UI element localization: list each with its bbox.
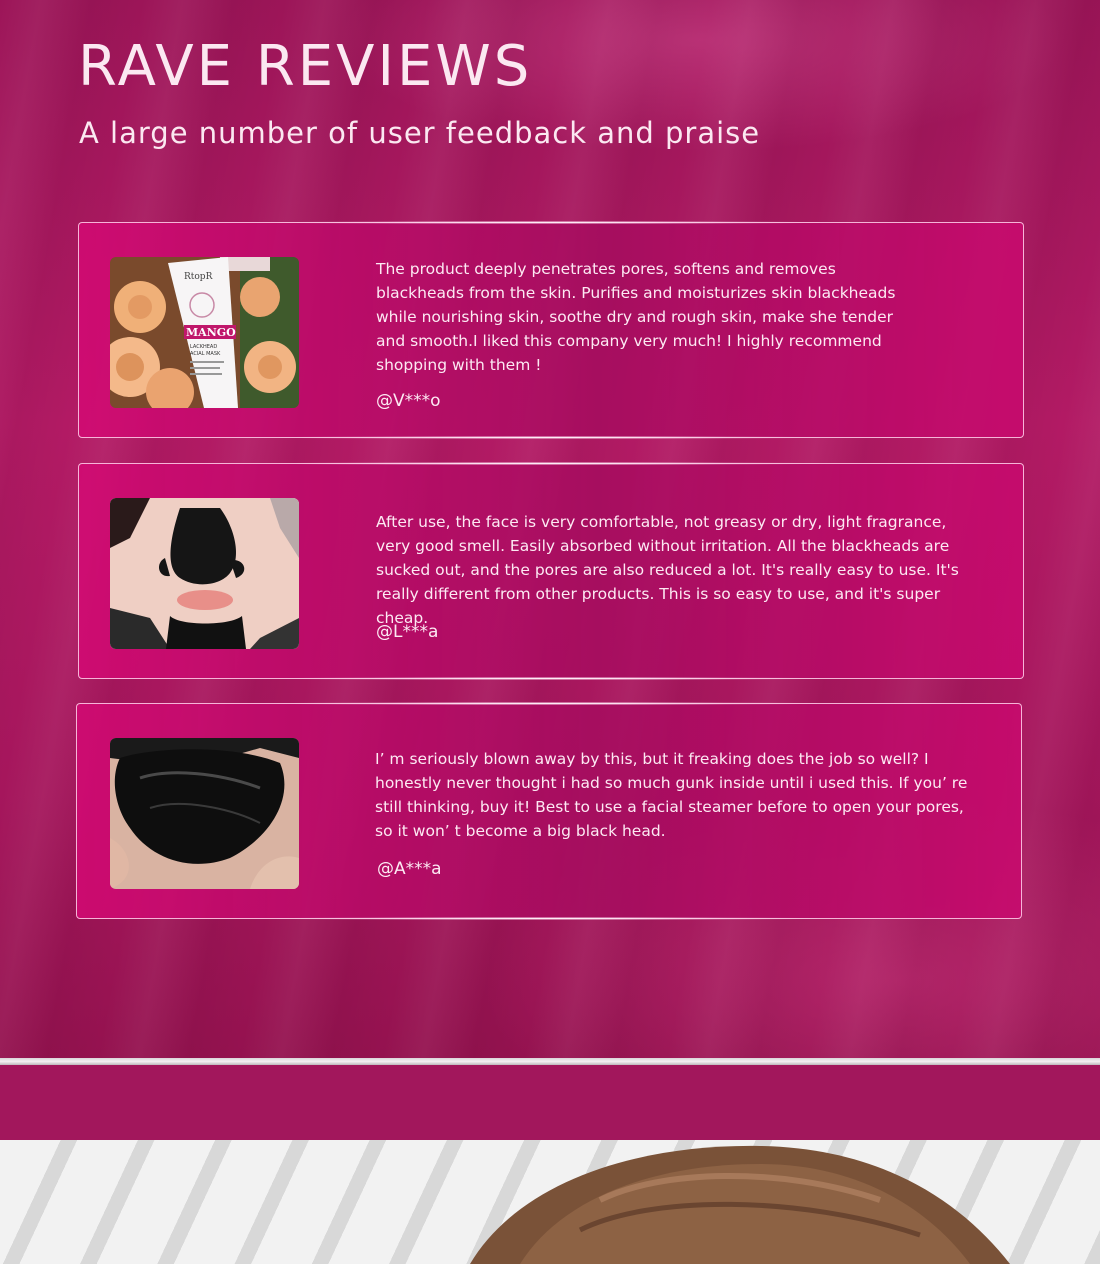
review-author: @L***a — [376, 622, 439, 642]
peeled-black-mask-photo — [110, 738, 299, 889]
tube-line1: LACKHEAD — [190, 344, 218, 350]
page-title: RAVE REVIEWS — [78, 34, 533, 99]
review-text: The product deeply penetrates pores, softens and removes blackheads from the skin. Purifies and moisturizes skin blackheads while nourishing skin, soothe dry and rough skin, make she tender and smooth.I liked this company very much! I highly recommend shopping with them ! — [376, 260, 896, 374]
review-card — [78, 463, 1024, 679]
divider-band — [0, 1065, 1100, 1140]
page-subtitle: A large number of user feedback and praise — [79, 116, 761, 150]
review-author: @V***o — [376, 391, 441, 411]
tube-product-name: MANGO — [186, 326, 236, 339]
review-author: @A***a — [377, 859, 442, 879]
review-text: I’ m seriously blown away by this, but it freaking does the job so well? I honestly never thought i had so much gunk inside until i used this. If you’ re still thinking, buy it! Best to use a facial steamer before to open your pores, so it won’ t become a big black head. — [375, 750, 968, 840]
tube-brand-label: RtopR — [184, 272, 213, 282]
review-card — [76, 703, 1022, 919]
face-with-black-mask-photo — [110, 498, 299, 649]
mango-mask-tube-photo — [110, 257, 299, 408]
review-text: After use, the face is very comfortable, not greasy or dry, light fragrance, very good smell. Easily absorbed without irritation. All the blackheads are sucked out, and the pores are also reduced a lot. It's really easy to use. It's really different from other products. This is so easy to use, and it's super cheap. — [376, 513, 959, 627]
hair-model-photo — [0, 1140, 1100, 1264]
tube-line2: ACIAL MASK — [190, 351, 221, 357]
review-card — [78, 222, 1024, 438]
section-divider — [0, 1058, 1100, 1065]
